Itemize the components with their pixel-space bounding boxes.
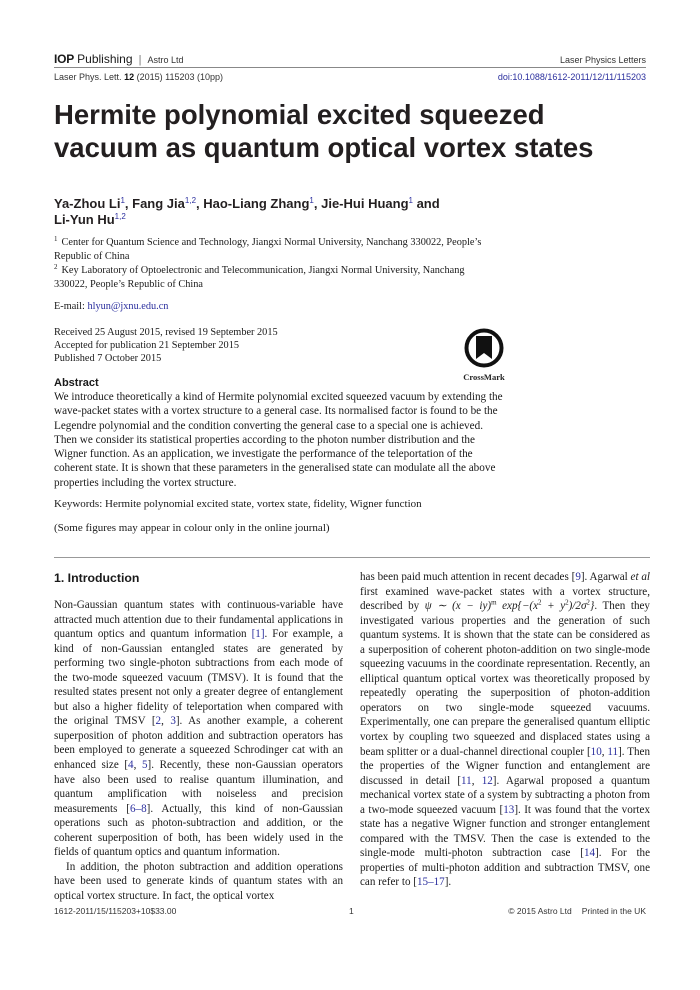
publisher-logo-text: Publishing [77, 52, 133, 66]
copyright-text: © 2015 Astro Ltd [508, 906, 572, 916]
citation-link[interactable]: 6–8 [130, 802, 147, 815]
text-run: first examined wave-packet states with a vortex structure, described by [360, 585, 650, 613]
text-run: ]. As another example, a coherent superposition of photon addition and subtraction operators has been employed to generate a squeezed Schrodinger cat with an enhanced size [ [54, 715, 344, 772]
author-separator: , [124, 196, 133, 211]
math-expression: ψ ∼ (x − iy) [424, 600, 492, 613]
text-run: ]. [444, 876, 452, 889]
citation-link[interactable]: 9 [575, 571, 581, 583]
author-separator: , [313, 196, 322, 211]
footer-copyright [508, 906, 646, 916]
email-link[interactable]: hlyun@jxnu.edu.cn [87, 301, 169, 312]
text-run: . For example, a kind of non-Gaussian entangled states are generated by performing two single-photon subtractions from each mode of the two-mode squeezed vacuum (TMSV). It is found that the resulted states present not only a greater degree of entanglement but also a higher fidelity of teleportation when compared with the original TMSV [ [54, 628, 343, 728]
crossmark-icon [462, 328, 506, 368]
doi-link[interactable]: doi:10.1088/1612-2011/12/11/115203 [497, 72, 646, 82]
math-expression: exp{−(x [496, 600, 539, 613]
citation-link[interactable]: 5 [141, 759, 148, 772]
imprint-name: Astro Ltd [147, 55, 184, 65]
author-affiliation-ref[interactable]: 1 [408, 196, 413, 205]
text-run: ]. Then the properties of the Wigner function and entanglement are discussed in detail [ [360, 745, 651, 787]
text-run: Non-Gaussian quantum states with continuous-variable have attracted much attention due to their fundamental applications in quantum optics and quantum information [54, 599, 343, 641]
keywords: Keywords: Hermite polynomial excited state, vortex state, fidelity, Wigner function [54, 498, 422, 510]
math-expression: } [589, 600, 595, 613]
citation-link[interactable]: 4 [128, 759, 134, 772]
text-run: ]. It was found that the vortex state has a negative Wigner function and stronger entanglement compared with the TMSV. Then the case is extended to the single-mode multi-photon subtraction case [ [360, 803, 650, 860]
text-run: ]. Agarwal [580, 571, 631, 583]
printed-in: Printed in the UK [581, 906, 646, 916]
author-affiliation-ref[interactable]: 1,2 [184, 196, 197, 205]
affiliation-text: Center for Quantum Science and Technology, Jiangxi Normal University, Nanchang 330022, People’s Republic of China [54, 237, 482, 262]
citation-link[interactable]: 12 [481, 774, 493, 787]
author-name: Li-Yun Hu [54, 212, 115, 227]
author-name: Fang Jia [132, 196, 185, 211]
text-run: ]. Agarwal proposed a quantum mechanical vortex state of a system by subtracting a photon from a two-mode squeezed vacuum [ [360, 774, 651, 816]
section-divider [54, 557, 650, 558]
abstract-text: We introduce theoretically a kind of Hermite polynomial excited squeezed vacuum by extending the wave-packet states with a vortex structure to a general case. Its normalised factor is found to be the Legendre polynomial and the condition converting the general case to a special one is achieved. Then we consider its statistical properties according to the photon number distribution and the Wigner function. As an application, we investigate the performance of the teleportation of the coherent state. It is shown that these parameters in the generalised state can modulate all the above properties including the vortex structure. [54, 391, 503, 489]
affiliations [54, 236, 494, 292]
received-date: Received 25 August 2015, revised 19 September 2015 [54, 327, 278, 338]
paragraph [360, 570, 650, 890]
publisher-logo-bold: IOP [54, 52, 75, 66]
author-name: Jie-Hui Huang [321, 196, 409, 211]
text-run: . Then they investigated various properties and the generation of such quantum systems. It is shown that the state can be considered as a superposition of coherent photon-addition on two single-mode squeezing vacuums in the coordinate representation. Recently, an elliptical quantum optical vortex was theoretically proposed by repeatedly operating the superposition of photon-addition operators on two single-mode squeezed vacuums. Experimentally, one can prepare the generalised quantum elliptic vortex by coupling two squeezed and displaced states using a beam splitter or a dual-channel directional coupler [ [360, 600, 650, 758]
author-separator: , [196, 196, 204, 211]
citation-link[interactable]: 2 [155, 715, 162, 728]
email-label: E-mail: [54, 301, 88, 312]
math-expression: + y [541, 600, 566, 613]
author-affiliation-ref[interactable]: 1,2 [114, 212, 126, 221]
math-superscript: m [491, 598, 497, 607]
citation-line [54, 72, 223, 82]
paper-title: Hermite polynomial excited squeezed vacuum as quantum optical vortex states [54, 99, 594, 163]
header-separator: | [138, 54, 142, 66]
affiliation [54, 264, 494, 292]
text-run: , [133, 759, 142, 772]
citation-link[interactable]: 10 [590, 745, 602, 758]
affiliation-text: Key Laboratory of Optoelectronic and Telecommunication, Jiangxi Normal University, Nanchang 330022, People’s Republic of China [54, 265, 465, 290]
citation-link[interactable]: 11 [461, 774, 472, 787]
paragraph [54, 598, 343, 860]
citation-journal: Laser Phys. Lett. [54, 72, 122, 82]
citation-link[interactable]: 13 [503, 803, 515, 816]
paragraph: In addition, the photon subtraction and addition operations have been used to generate kinds of quantum states with an optical vortex structure. In fact, the optical vortex [54, 860, 343, 902]
journal-name: Laser Physics Letters [559, 55, 646, 65]
author-affiliation-ref[interactable]: 1 [309, 196, 314, 205]
citation-link[interactable]: 15–17 [416, 876, 445, 889]
math-superscript: 2 [565, 598, 569, 607]
text-run: ]. Recently, these non-Gaussian operators have also been used to realise quantum illumination, and quantum amplification with noiseless and precision measurements [ [54, 759, 343, 815]
abstract-heading: Abstract [54, 377, 99, 389]
text-run: , [161, 715, 171, 728]
author-list [54, 196, 474, 228]
author-name: Ya-Zhou Li [54, 196, 121, 211]
math-superscript: 2 [538, 598, 542, 607]
colour-note: (Some figures may appear in colour only in the online journal) [54, 522, 330, 534]
publication-dates [54, 326, 278, 365]
math-superscript: 2 [586, 598, 590, 607]
footer-code: 1612-2011/15/115203+10$33.00 [54, 906, 177, 916]
author-separator: and [412, 196, 440, 211]
header-rule [54, 67, 646, 68]
affiliation-number: 1 [54, 235, 58, 243]
text-run: , [601, 745, 608, 758]
text-run: , [471, 774, 482, 787]
section-heading-introduction: 1. Introduction [54, 571, 140, 585]
body-column-right [360, 570, 650, 890]
affiliation [54, 236, 494, 264]
citation-volume: 12 [124, 72, 135, 82]
text-run: has been paid much attention in recent decades [ [360, 571, 576, 583]
crossmark-button[interactable] [458, 328, 510, 382]
citation-details: (2015) 115203 (10pp) [136, 72, 223, 82]
email-line [54, 301, 168, 312]
citation-link[interactable]: [1] [251, 628, 265, 641]
math-expression: )/2σ [568, 600, 587, 613]
author-name: Hao-Liang Zhang [203, 196, 310, 211]
published-date: Published 7 October 2015 [54, 353, 162, 364]
accepted-date: Accepted for publication 21 September 2015 [54, 340, 240, 351]
text-run: ]. For the properties of multi-photon addition and subtraction TMSV, one can refer to [ [360, 847, 650, 889]
page-number: 1 [349, 906, 354, 916]
citation-link[interactable]: 3 [170, 715, 176, 728]
citation-link[interactable]: 11 [607, 745, 619, 758]
author-affiliation-ref[interactable]: 1 [120, 196, 125, 205]
italic-text: et al [630, 571, 650, 583]
affiliation-number: 2 [54, 263, 58, 271]
crossmark-label: CrossMark [463, 372, 505, 382]
publisher-header [54, 52, 184, 66]
body-column-left [54, 598, 343, 903]
citation-link[interactable]: 14 [583, 847, 596, 860]
text-run: ]. Actually, this kind of non-Gaussian operations such as photon-subtraction and addition, or the coherent superposition of both, has been widely used in the fields of quantum optics and quantum information. [54, 802, 343, 859]
